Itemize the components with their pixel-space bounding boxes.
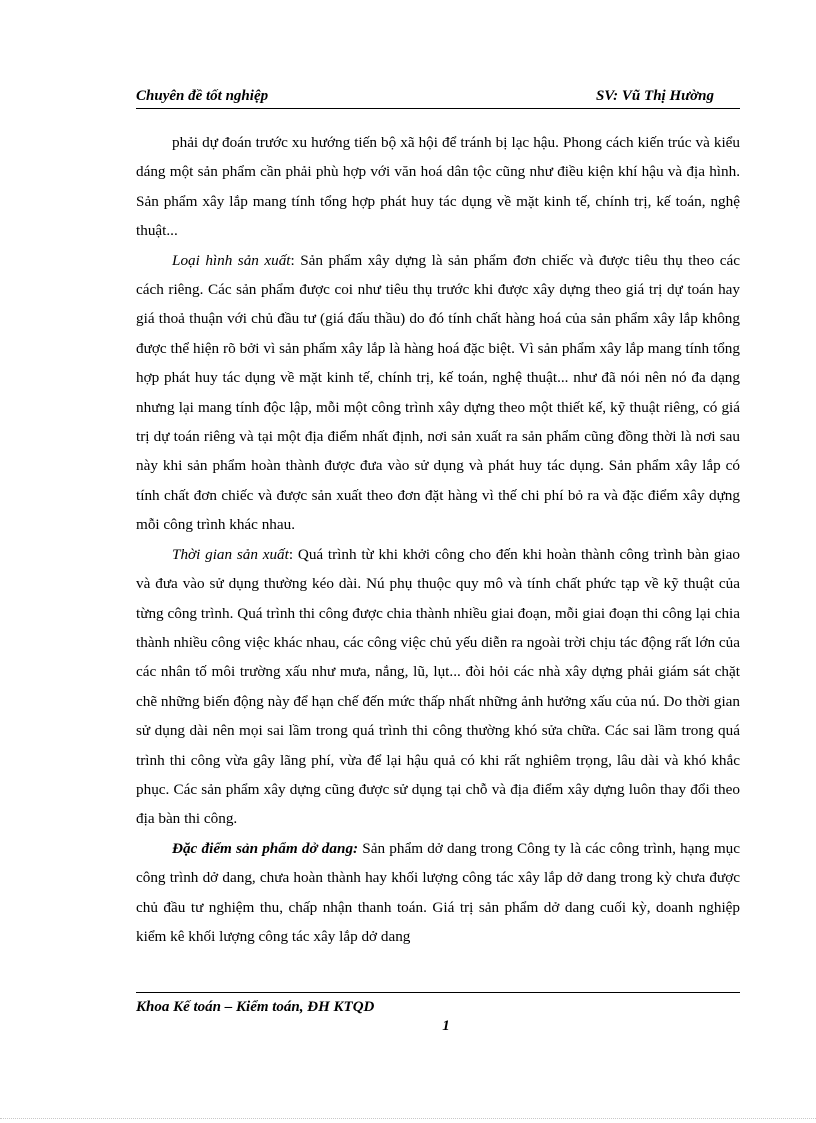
footer-rule [136,992,740,993]
header-right-author: SV: Vũ Thị Hường [595,88,714,104]
paragraph-2-text: : Sản phẩm xây dựng là sản phẩm đơn chiếc và được tiêu thụ theo các cách riêng. Các sản phẩm được coi như tiêu thụ trước khi được xây dựng theo giá trị dự toán hay giá thoả thuận với chủ đầu tư (giá đấu thầu) do đó tính chất hàng hoá của sản phẩm xây lắp không được thể hiện rõ bởi vì sản phẩm xây lắp là hàng hoá đặc biệt. Vì sản phẩm xây lắp mang tính tổng hợp phát huy tác dụng về mặt kinh tế, chính trị, kế toán, nghệ thuật... như đã nói nên nó đa dạng nhưng lại mang tính độc lập, mỗi một công trình xây dựng theo một thiết kế, kỹ thuật riêng, có giá trị dự toán riêng và tại một địa điểm nhất định, nơi sản xuất ra sản phẩm cũng đồng thời là nơi sau này khi sản phẩm hoàn thành được đưa vào sử dụng và phát huy tác dụng. Sản phẩm xây lắp có tính chất đơn chiếc và được sản xuất theo đơn đặt hàng vì thế chi phí bỏ ra và đặc điểm xây dựng mỗi công trình khác nhau. [136,251,740,534]
paragraph-2-lead: Loại hình sản xuất [172,251,291,269]
paragraph-3-lead: Thời gian sản xuất [172,545,289,563]
paragraph-4-lead: Đặc điểm sản phẩm dở dang: [172,839,359,857]
paragraph-1 [136,128,740,246]
paragraph-2 [136,246,740,540]
paragraph-4-text: Sản phẩm dở dang trong Công ty là các công trình, hạng mục công trình dở dang, chưa hoàn thành hay khối lượng công tác xây lắp dở dang trong kỳ chưa được chủ đầu tư nghiệm thu, chấp nhận thanh toán. Giá trị sản phẩm dở dang cuối kỳ, doanh nghiệp kiểm kê khối lượng công tác xây lắp dở dang [136,839,740,945]
page-header [136,86,740,109]
page-bottom-border [0,1118,816,1119]
page-number: 1 [442,1018,450,1034]
paragraph-3-text: : Quá trình từ khi khởi công cho đến khi hoàn thành công trình bàn giao và đưa vào sử dụng thường kéo dài. Nú phụ thuộc quy mô và tính chất phức tạp về kỹ thuật của từng công trình. Quá trình thi công được chia thành nhiều giai đoạn, mỗi giai đoạn thi công lại chia thành nhiều công việc khác nhau, các công việc chủ yếu diễn ra ngoài trời chịu tác động rất lớn của các nhân tố môi trường xấu như mưa, nắng, lũ, lụt... đòi hỏi các nhà xây dựng phải giám sát chặt chẽ những biến động này để hạn chế đến mức thấp nhất những ảnh hưởng xấu của nú. Do thời gian sử dụng dài nên mọi sai lầm trong quá trình thi công thường khó sửa chữa. Các sai lầm trong quá trình thi công vừa gây lãng phí, vừa để lại hậu quả có khi rất nghiêm trọng, lâu dài và khó khắc phục. Các sản phẩm xây dựng cũng được sử dụng tại chỗ và địa điểm xây dựng luôn thay đổi theo địa bàn thi công. [136,545,740,828]
body-text [136,128,740,951]
paragraph-4 [136,834,740,952]
paragraph-1-text: phải dự đoán trước xu hướng tiến bộ xã hội để tránh bị lạc hậu. Phong cách kiến trúc và kiểu dáng một sản phẩm cần phải phù hợp với văn hoá dân tộc cũng như điều kiện khí hậu và địa hình. Sản phẩm xây lắp mang tính tổng hợp phát huy tác dụng về mặt kinh tế, chính trị, kế toán, nghệ thuật... [136,134,740,240]
paragraph-3 [136,540,740,834]
footer-department: Khoa Kế toán – Kiểm toán, ĐH KTQD [136,999,375,1015]
header-left-title: Chuyên đề tốt nghiệp [136,88,269,104]
